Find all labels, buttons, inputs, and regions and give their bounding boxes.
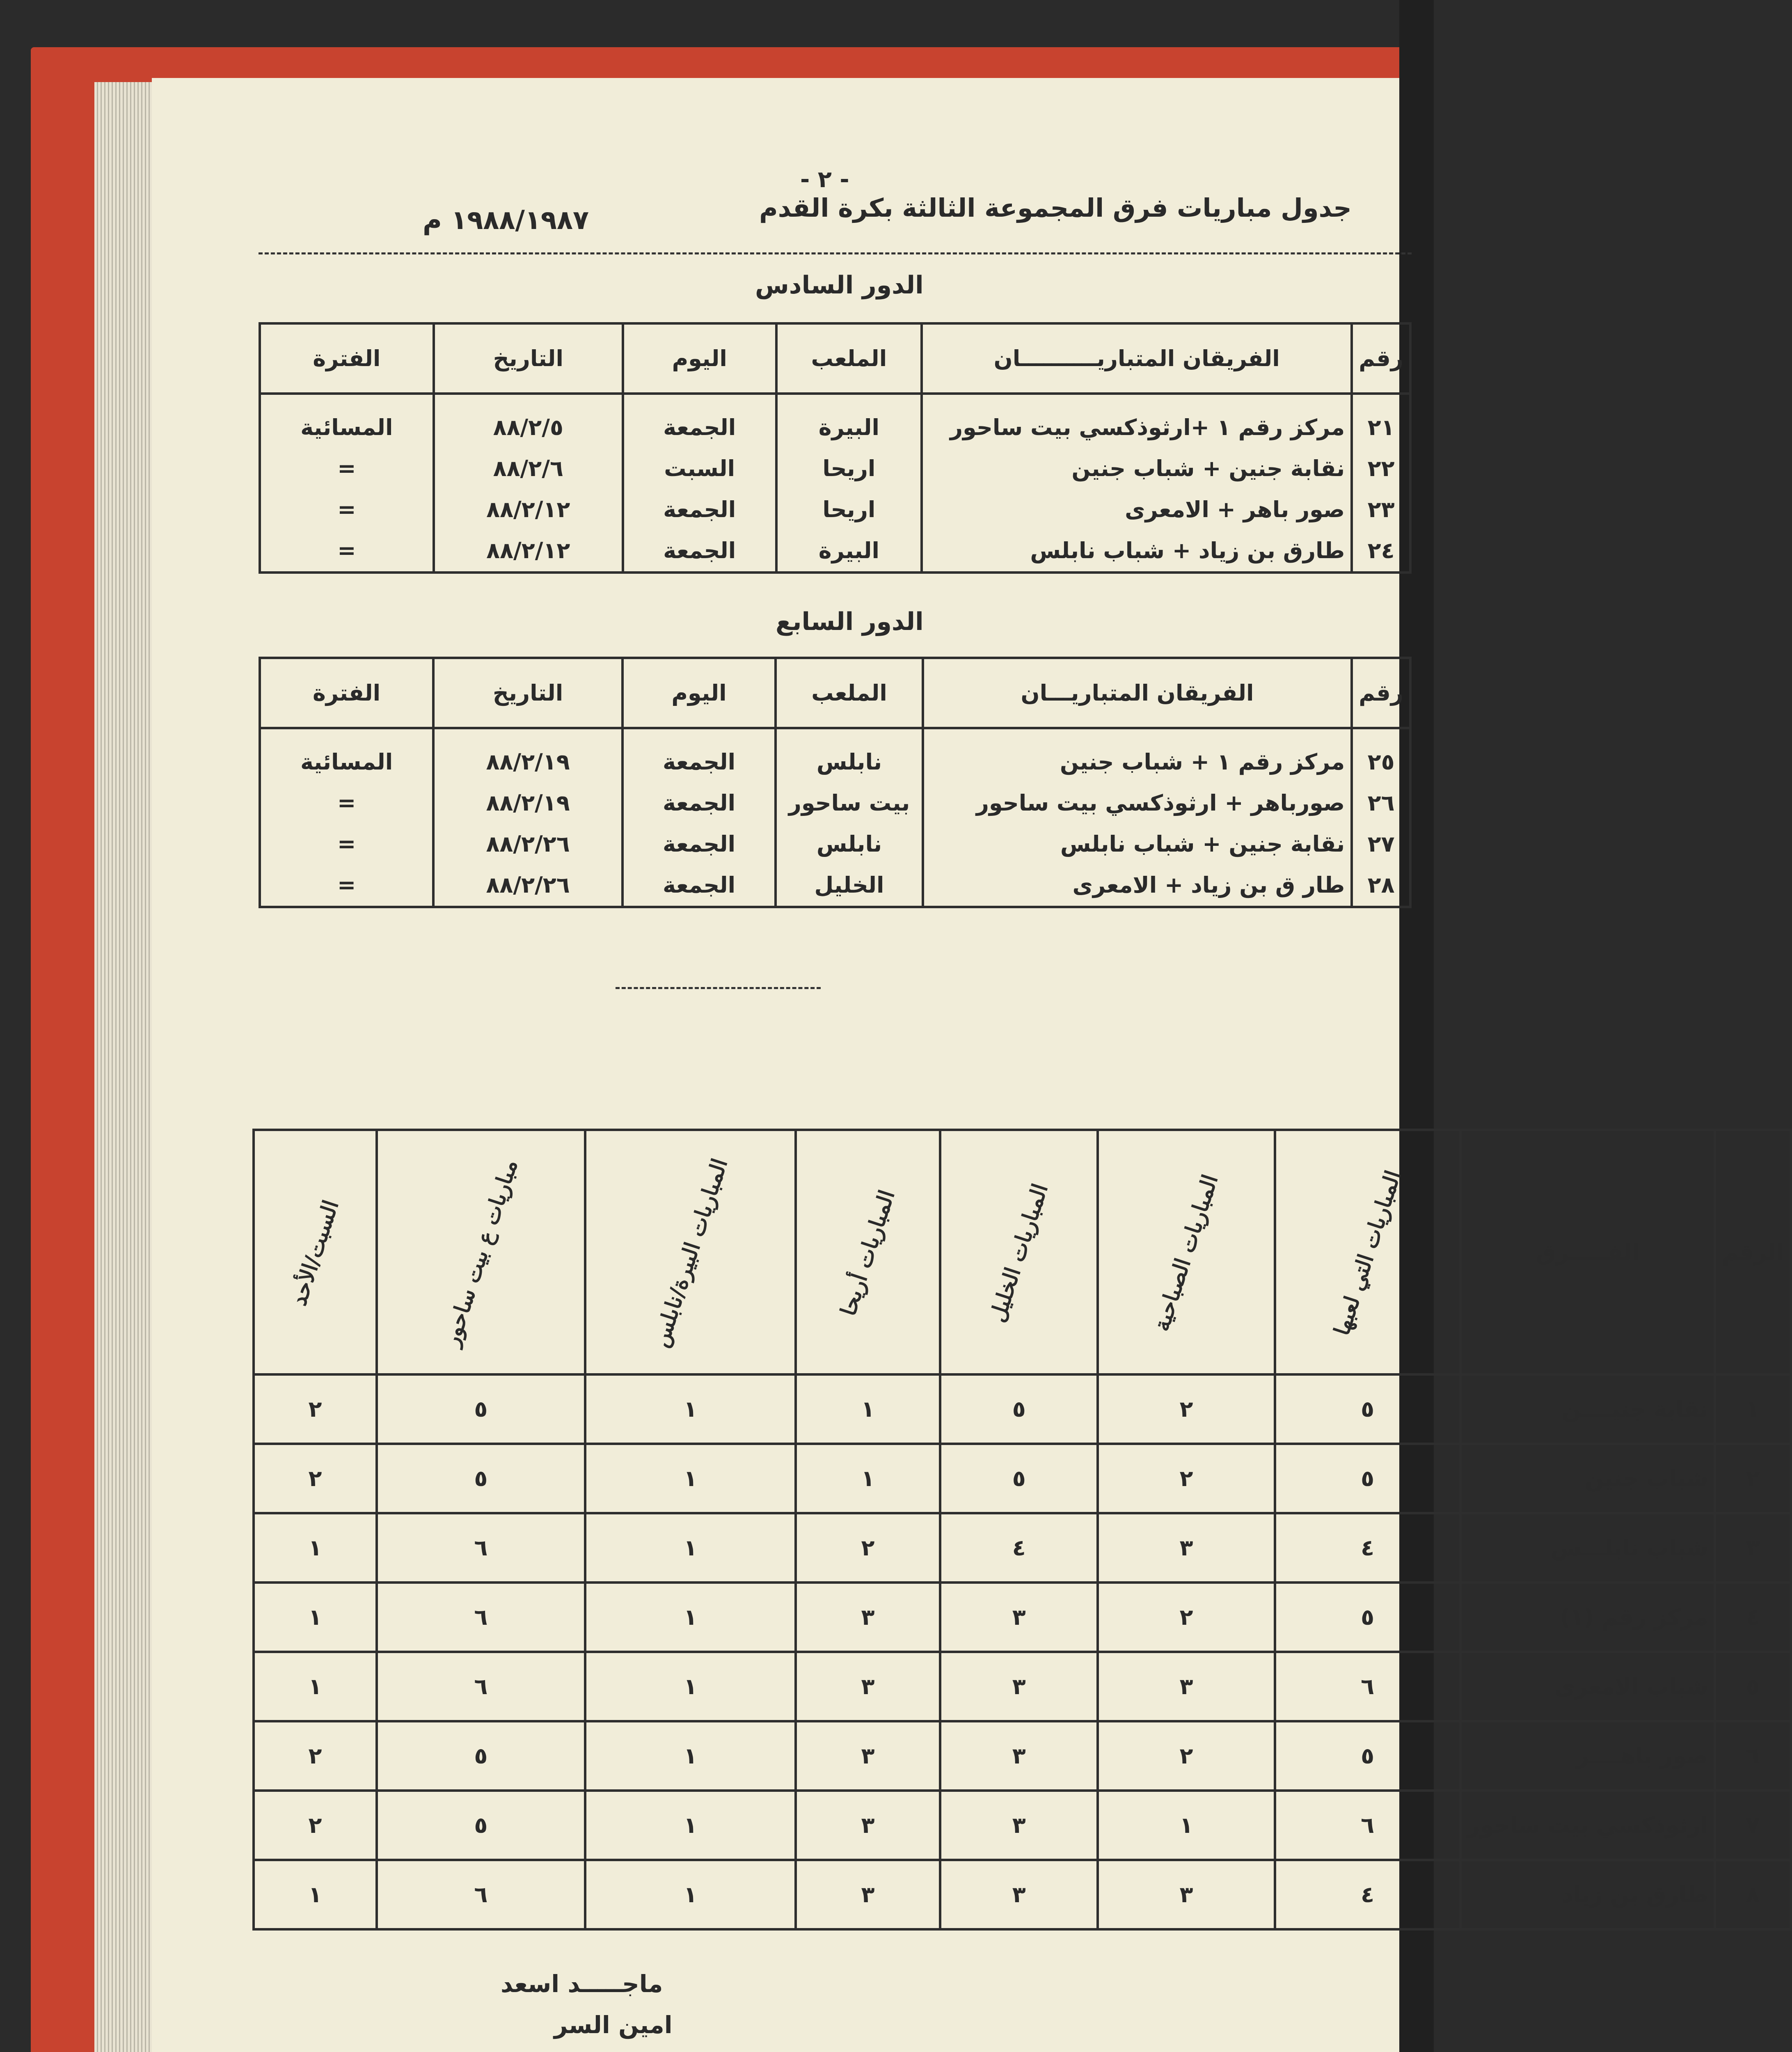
stat-cell: ١: [585, 1860, 796, 1929]
stat-header-1: المباريات التي لعبها: [1275, 1130, 1460, 1374]
section-divider: [616, 987, 821, 989]
stat-cell: ١: [585, 1791, 796, 1860]
col-date-header: التاريخ: [433, 658, 623, 728]
team-number: ٥: [1715, 1652, 1790, 1721]
stat-cell: ١: [585, 1583, 796, 1652]
stat-cell: ٣: [796, 1791, 940, 1860]
stat-cell: ٣: [940, 1652, 1098, 1721]
stat-cell: ٢: [1098, 1583, 1275, 1652]
stat-cell: ٣: [796, 1652, 940, 1721]
team-number: ٣: [1715, 1513, 1790, 1583]
team-number: ١: [1715, 1374, 1790, 1444]
stat-cell: ٥: [1275, 1583, 1460, 1652]
stat-cell: ١: [796, 1374, 940, 1444]
stat-cell: ٦: [377, 1513, 585, 1583]
stat-cell: ٦: [1275, 1652, 1460, 1721]
stat-cell: ١: [585, 1721, 796, 1791]
stat-cell: ٤: [1275, 1513, 1460, 1583]
round6-table: [259, 322, 1412, 574]
stat-header-5: المباريات البيرة/نابلس: [585, 1130, 796, 1374]
stat-cell: ٣: [796, 1583, 940, 1652]
team-name: شباب جنين: [1460, 1444, 1715, 1513]
round6-header-row: [260, 323, 1410, 394]
standings-row: [254, 1721, 1791, 1791]
stat-cell: ٤: [940, 1513, 1098, 1583]
stat-cell: ٥: [377, 1791, 585, 1860]
stat-cell: ٣: [940, 1791, 1098, 1860]
team-number: ٨: [1715, 1860, 1790, 1929]
team-name: شباب الامعرى: [1460, 1652, 1715, 1721]
stat-cell: ٢: [254, 1791, 377, 1860]
stat-cell: ١: [585, 1374, 796, 1444]
stat-cell: ٥: [940, 1374, 1098, 1444]
stat-cell: ٣: [1098, 1652, 1275, 1721]
day-cell: الجمعة الجمعة الجمعة الجمعة: [623, 728, 776, 907]
team-number: ٤: [1715, 1583, 1790, 1652]
stat-header-2: المباريات الصباحية: [1098, 1130, 1275, 1374]
stat-cell: ١: [254, 1860, 377, 1929]
teams-cell: مركز رقم ١ +ارثوذكسي بيت ساحور نقابة جنين + شباب جنين صور باهر + الامعرى طارق بن زياد + شباب نابلس: [922, 394, 1352, 573]
stat-header-7: السبت/الأحد: [254, 1130, 377, 1374]
num-cell: ٢٥ ٢٦ ٢٧ ٢٨: [1352, 728, 1410, 907]
stat-header-6: مباريات ع بيت ساحور: [377, 1130, 585, 1374]
col-num-header: رقم: [1352, 323, 1410, 394]
stat-cell: ٦: [1275, 1791, 1460, 1860]
round7-header-row: [260, 658, 1410, 728]
stat-cell: ٥: [940, 1444, 1098, 1513]
team-number: ٦: [1715, 1721, 1790, 1791]
stat-cell: ١: [585, 1444, 796, 1513]
stat-cell: ٥: [377, 1721, 585, 1791]
team-number: ٧: [1715, 1791, 1790, 1860]
col-teams-header: الفريقان المتباريـــان: [923, 658, 1352, 728]
stat-cell: ١: [254, 1652, 377, 1721]
round6-title: الدور السادس: [755, 271, 924, 300]
team-number: ٢: [1715, 1444, 1790, 1513]
stat-cell: ٥: [1275, 1444, 1460, 1513]
stat-cell: ٢: [796, 1513, 940, 1583]
stat-cell: ٥: [377, 1374, 585, 1444]
col-venue-header: الملعب: [776, 323, 922, 394]
num-cell: ٢١ ٢٢ ٢٣ ٢٤: [1352, 394, 1410, 573]
standings-row: [254, 1374, 1791, 1444]
stat-cell: ٢: [254, 1444, 377, 1513]
stat-cell: ٥: [377, 1444, 585, 1513]
round6-body-row: [260, 394, 1410, 573]
stat-cell: ٣: [796, 1860, 940, 1929]
standings-row: [254, 1791, 1791, 1860]
stat-cell: ٦: [377, 1652, 585, 1721]
stat-cell: ٥: [1275, 1721, 1460, 1791]
standings-row: [254, 1444, 1791, 1513]
col-period-header: الفترة: [260, 658, 433, 728]
stat-cell: ٣: [940, 1860, 1098, 1929]
col-num-header: رقم: [1352, 658, 1410, 728]
col-team-header: الفـــــرق: [1460, 1130, 1715, 1374]
standings-row: [254, 1513, 1791, 1583]
season-year: ١٩٨٨/١٩٨٧ م: [423, 205, 589, 236]
stat-cell: ٢: [1098, 1444, 1275, 1513]
signature-name: ماجـــــد اسعد: [501, 1970, 663, 1998]
round7-body-row: [260, 728, 1410, 907]
page-number: - ٢ -: [800, 166, 849, 193]
col-period-header: الفترة: [260, 323, 434, 394]
stat-cell: ٦: [377, 1860, 585, 1929]
stat-cell: ٢: [254, 1721, 377, 1791]
team-name: نقابة جنيــــن: [1460, 1374, 1715, 1444]
period-cell: المسائية = = =: [260, 728, 433, 907]
stat-header-3: المباريات الخليل: [940, 1130, 1098, 1374]
stat-cell: ٣: [940, 1583, 1098, 1652]
stat-cell: ٣: [1098, 1513, 1275, 1583]
header-rule: [259, 252, 1412, 254]
day-cell: الجمعة السبت الجمعة الجمعة: [623, 394, 776, 573]
standings-header-row: [254, 1130, 1791, 1374]
team-name: شباب نابلـــس: [1460, 1513, 1715, 1583]
col-num-header: الرقم: [1715, 1130, 1790, 1374]
standings-row: [254, 1652, 1791, 1721]
col-teams-header: الفريقان المتباريــــــــــان: [922, 323, 1352, 394]
venue-cell: البيرة اريحا اريحا البيرة: [776, 394, 922, 573]
stat-header-4: المباريات أريحا: [796, 1130, 940, 1374]
stat-cell: ١: [585, 1652, 796, 1721]
standings-row: [254, 1860, 1791, 1929]
signature-title: امين السر: [554, 2011, 673, 2039]
stat-cell: ١: [585, 1513, 796, 1583]
col-venue-header: الملعب: [776, 658, 923, 728]
date-cell: ٨٨/٢/٥ ٨٨/٢/٦ ٨٨/٢/١٢ ٨٨/٢/١٢: [434, 394, 623, 573]
venue-cell: نابلس بيت ساحور نابلس الخليل: [776, 728, 923, 907]
round7-title: الدور السابع: [776, 607, 924, 636]
stat-cell: ٣: [940, 1721, 1098, 1791]
stat-cell: ١: [796, 1444, 940, 1513]
stat-cell: ٤: [1275, 1860, 1460, 1929]
period-cell: المسائية = = =: [260, 394, 434, 573]
stat-cell: ١: [1098, 1791, 1275, 1860]
date-cell: ٨٨/٢/١٩ ٨٨/٢/١٩ ٨٨/٢/٢٦ ٨٨/٢/٢٦: [433, 728, 623, 907]
stat-cell: ٥: [1275, 1374, 1460, 1444]
stat-cell: ١: [254, 1583, 377, 1652]
stat-cell: ٢: [1098, 1721, 1275, 1791]
stat-cell: ٣: [1098, 1860, 1275, 1929]
col-day-header: اليوم: [623, 323, 776, 394]
team-name: ارثوذكسي بيت ساحور: [1460, 1791, 1715, 1860]
stat-cell: ١: [254, 1513, 377, 1583]
round7-table: [259, 657, 1412, 908]
standings-row: [254, 1583, 1791, 1652]
stat-cell: ٢: [254, 1374, 377, 1444]
col-date-header: التاريخ: [434, 323, 623, 394]
team-name: طارق بن زياد: [1460, 1860, 1715, 1929]
stat-cell: ٣: [796, 1721, 940, 1791]
teams-cell: مركز رقم ١ + شباب جنين صورباهر + ارثوذكسي بيت ساحور نقابة جنين + شباب نابلس طار ق بن زياد + الامعرى: [923, 728, 1352, 907]
stat-cell: ٢: [1098, 1374, 1275, 1444]
standings-body: [254, 1374, 1791, 1929]
team-name: صور باهــــر: [1460, 1721, 1715, 1791]
stat-cell: ٦: [377, 1583, 585, 1652]
standings-table: [252, 1129, 1792, 1931]
col-day-header: اليوم: [623, 658, 776, 728]
document-title: جدول مباريات فرق المجموعة الثالثة بكرة القدم: [759, 193, 1352, 223]
team-name: مركز رقم (١): [1460, 1583, 1715, 1652]
